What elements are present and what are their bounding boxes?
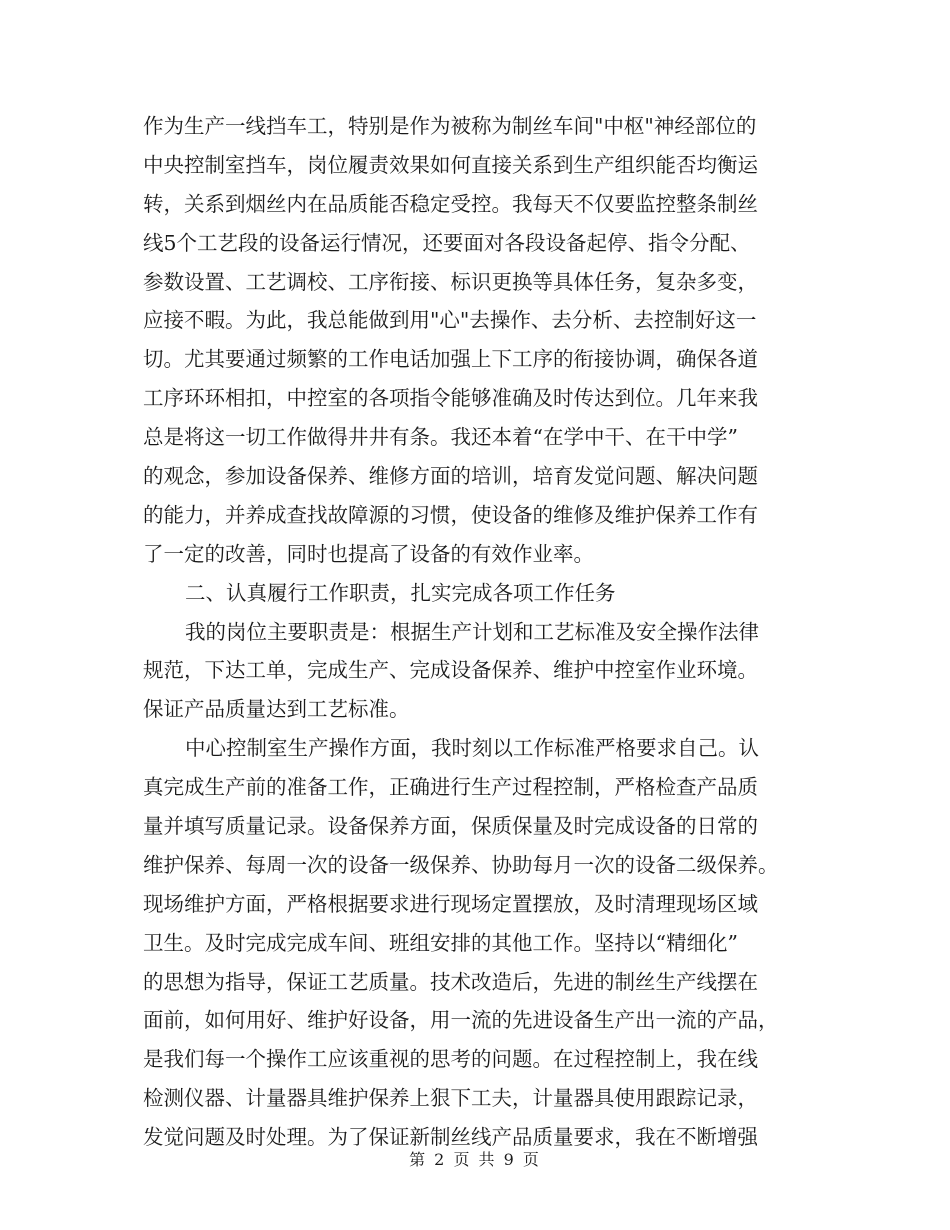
text-line: 参数设置、工艺调校、工序衔接、标识更换等具体任务，复杂多变， — [143, 269, 758, 294]
text-line: 应接不暇。为此，我总能做到用"心"去操作、去分析、去控制好这一 — [143, 308, 757, 333]
text-line: 切。尤其要通过频繁的工作电话加强上下工序的衔接协调，确保各道 — [143, 347, 758, 372]
text-line: 工序环环相扣，中控室的各项指令能够准确及时传达到位。几年来我 — [143, 386, 758, 411]
text-line: 面前，如何用好、维护好设备，用一流的先进设备生产出一流的产品， — [143, 1008, 779, 1033]
document-body — [143, 107, 803, 1157]
text-line: 的思想为指导，保证工艺质量。技术改造后，先进的制丝生产线摆在 — [143, 969, 758, 994]
text-line: 了一定的改善，同时也提高了设备的有效作业率。 — [143, 541, 594, 566]
text-line: 总是将这一切工作做得井井有条。我还本着“在学中干、在干中学” — [143, 425, 738, 450]
text-line: 作为生产一线挡车工，特别是作为被称为制丝车间"中枢"神经部位的 — [143, 114, 757, 138]
text-line: 检测仪器、计量器具维护保养上狠下工夫，计量器具使用跟踪记录， — [143, 1086, 758, 1111]
text-line: 线5个工艺段的设备运行情况，还要面对各段设备起停、指令分配、 — [143, 230, 751, 255]
text-line: 现场维护方面，严格根据要求进行现场定置摆放，及时清理现场区域 — [143, 891, 758, 916]
text-line: 转，关系到烟丝内在品质能否稳定受控。我每天不仅要监控整条制丝 — [143, 191, 758, 216]
page-number-footer: 第 2 页 共 9 页 — [409, 1150, 541, 1169]
text-line: 我的岗位主要职责是：根据生产计划和工艺标准及安全操作法律 — [185, 619, 759, 644]
text-line: 规范，下达工单，完成生产、完成设备保养、维护中控室作业环境。 — [143, 658, 758, 683]
text-line: 中央控制室挡车，岗位履责效果如何直接关系到生产组织能否均衡运 — [143, 152, 758, 177]
text-line: 中心控制室生产操作方面，我时刻以工作标准严格要求自己。认 — [185, 736, 759, 761]
text-line: 真完成生产前的准备工作，正确进行生产过程控制，严格检查产品质 — [143, 775, 758, 800]
text-line: 保证产品质量达到工艺标准。 — [143, 697, 410, 722]
text-line: 维护保养、每周一次的设备一级保养、协助每月一次的设备二级保养。 — [143, 852, 779, 877]
text-line: 的能力，并养成查找故障源的习惯，使设备的维修及维护保养工作有 — [143, 502, 758, 527]
text-line: 发觉问题及时处理。为了保证新制丝线产品质量要求，我在不断增强 — [143, 1125, 758, 1150]
text-line: 是我们每一个操作工应该重视的思考的问题。在过程控制上，我在线 — [143, 1047, 758, 1072]
text-line: 量并填写质量记录。设备保养方面，保质保量及时完成设备的日常的 — [143, 814, 758, 839]
text-line: 二、认真履行工作职责，扎实完成各项工作任务 — [185, 580, 616, 605]
text-line: 的观念，参加设备保养、维修方面的培训，培育发觉问题、解决问题 — [143, 464, 758, 489]
text-line: 卫生。及时完成完成车间、班组安排的其他工作。坚持以“精细化” — [143, 930, 738, 955]
